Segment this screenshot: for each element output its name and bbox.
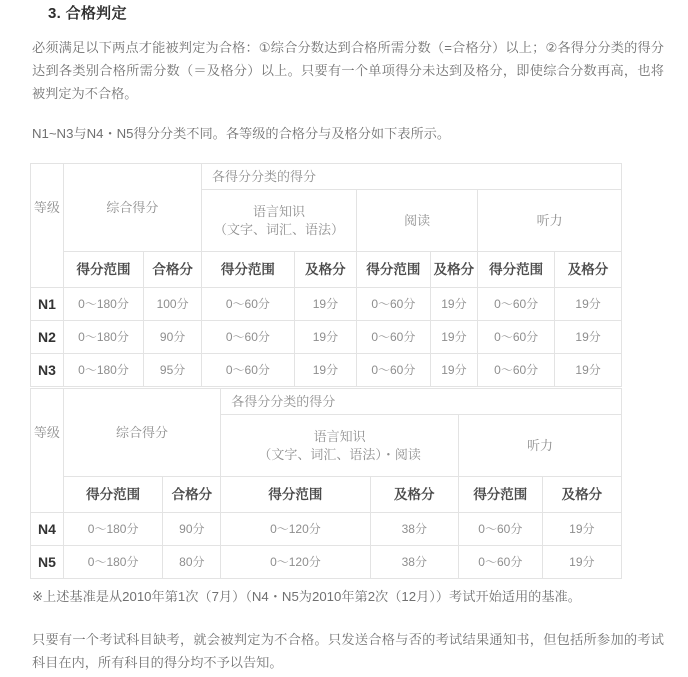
cell-reading-range: 0～60分 bbox=[357, 354, 431, 387]
subheader-lang-range: 得分范围 bbox=[201, 252, 294, 288]
header-language-reading-line1: 语言知识 bbox=[313, 428, 366, 444]
cell-overall-pass: 80分 bbox=[163, 546, 221, 579]
header-overall-score: 综合得分 bbox=[63, 389, 220, 477]
table-header-row-group bbox=[31, 164, 622, 190]
cell-langread-range: 0～120分 bbox=[221, 546, 370, 579]
cell-listening-range: 0～60分 bbox=[458, 546, 542, 579]
header-language-knowledge-line2: （文字、词汇、语法） bbox=[213, 221, 344, 237]
header-section-scores: 各得分分类的得分 bbox=[221, 389, 622, 415]
cell-langread-pass: 38分 bbox=[370, 513, 458, 546]
header-listening: 听力 bbox=[458, 415, 621, 477]
header-language-reading-line2: （文字、词汇、语法）・阅读 bbox=[258, 446, 421, 462]
cell-listening-range: 0～60分 bbox=[478, 321, 555, 354]
header-language-knowledge-line1: 语言知识 bbox=[252, 203, 305, 219]
cell-listening-range: 0～60分 bbox=[478, 354, 555, 387]
table-subheader-row bbox=[31, 252, 622, 288]
table-row bbox=[31, 546, 622, 579]
subheader-listening-range: 得分范围 bbox=[458, 477, 542, 513]
cell-lang-pass: 19分 bbox=[294, 321, 356, 354]
cell-lang-range: 0～60分 bbox=[201, 321, 294, 354]
cell-listening-pass: 19分 bbox=[542, 513, 621, 546]
cell-reading-pass: 19分 bbox=[430, 288, 478, 321]
subheader-overall-pass: 合格分 bbox=[144, 252, 202, 288]
cell-level: N3 bbox=[31, 354, 64, 387]
subheader-overall-pass: 合格分 bbox=[163, 477, 221, 513]
cell-level: N5 bbox=[31, 546, 64, 579]
cell-listening-pass: 19分 bbox=[542, 546, 621, 579]
table-n1-n3-pass-marks bbox=[30, 163, 622, 387]
cell-listening-pass: 19分 bbox=[555, 321, 622, 354]
table-subheader-row bbox=[31, 477, 622, 513]
cell-reading-range: 0～60分 bbox=[357, 321, 431, 354]
header-overall-score: 综合得分 bbox=[63, 164, 201, 252]
page-title: 3. 合格判定 bbox=[48, 5, 127, 22]
header-level: 等级 bbox=[31, 389, 64, 477]
header-section-scores: 各得分分类的得分 bbox=[201, 164, 621, 190]
cell-listening-pass: 19分 bbox=[555, 354, 622, 387]
subheader-listening-range: 得分范围 bbox=[478, 252, 555, 288]
subheader-reading-pass: 及格分 bbox=[430, 252, 478, 288]
cell-reading-pass: 19分 bbox=[430, 321, 478, 354]
cell-lang-range: 0～60分 bbox=[201, 288, 294, 321]
cell-overall-range: 0～180分 bbox=[63, 513, 163, 546]
subheader-level-spacer bbox=[31, 252, 64, 288]
cell-langread-range: 0～120分 bbox=[221, 513, 370, 546]
subheader-listening-pass: 及格分 bbox=[542, 477, 621, 513]
cell-level: N1 bbox=[31, 288, 64, 321]
table-row bbox=[31, 321, 622, 354]
table-row bbox=[31, 513, 622, 546]
cell-reading-range: 0～60分 bbox=[357, 288, 431, 321]
table-header-row-group bbox=[31, 389, 622, 415]
subheader-lang-pass: 及格分 bbox=[294, 252, 356, 288]
cell-overall-pass: 100分 bbox=[144, 288, 202, 321]
cell-listening-range: 0～60分 bbox=[458, 513, 542, 546]
header-level: 等级 bbox=[31, 164, 64, 252]
header-language-knowledge-reading bbox=[221, 415, 459, 477]
cell-level: N4 bbox=[31, 513, 64, 546]
header-reading: 阅读 bbox=[357, 190, 478, 252]
subheader-overall-range: 得分范围 bbox=[63, 252, 143, 288]
paragraph-absence-policy: 只要有一个考试科目缺考，就会被判定为不合格。只发送合格与否的考试结果通知书，但包括所参加的考试科目在内，所有科目的得分均不予以告知。 bbox=[32, 632, 664, 670]
subheader-reading-range: 得分范围 bbox=[357, 252, 431, 288]
cell-overall-range: 0～180分 bbox=[63, 354, 143, 387]
paragraph-pass-criteria: 必须满足以下两点才能被判定为合格：①综合分数达到合格所需分数（=合格分）以上；②各得分分类的得分达到各类别合格所需分数（＝及格分）以上。只要有一个单项得分未达到及格分，即使综合分数再高，也将被判定为不合格。 bbox=[32, 40, 664, 101]
cell-lang-range: 0～60分 bbox=[201, 354, 294, 387]
cell-lang-pass: 19分 bbox=[294, 354, 356, 387]
cell-overall-pass: 90分 bbox=[144, 321, 202, 354]
cell-overall-pass: 90分 bbox=[163, 513, 221, 546]
paragraph-level-grouping: N1~N3与N4・N5得分分类不同。各等级的合格分与及格分如下表所示。 bbox=[32, 126, 451, 141]
subheader-overall-range: 得分范围 bbox=[63, 477, 163, 513]
cell-langread-pass: 38分 bbox=[370, 546, 458, 579]
header-language-knowledge bbox=[201, 190, 356, 252]
cell-overall-range: 0～180分 bbox=[63, 546, 163, 579]
cell-overall-range: 0～180分 bbox=[63, 288, 143, 321]
header-listening: 听力 bbox=[478, 190, 622, 252]
table-n4-n5-pass-marks bbox=[30, 388, 622, 579]
cell-reading-pass: 19分 bbox=[430, 354, 478, 387]
subheader-listening-pass: 及格分 bbox=[555, 252, 622, 288]
table-row bbox=[31, 354, 622, 387]
cell-overall-pass: 95分 bbox=[144, 354, 202, 387]
cell-overall-range: 0～180分 bbox=[63, 321, 143, 354]
paragraph-standard-effective-date: ※上述基准是从2010年第1次（7月）（N4・N5为2010年第2次（12月））考试开始适用的基准。 bbox=[32, 589, 581, 604]
cell-listening-pass: 19分 bbox=[555, 288, 622, 321]
cell-listening-range: 0～60分 bbox=[478, 288, 555, 321]
cell-level: N2 bbox=[31, 321, 64, 354]
subheader-langread-range: 得分范围 bbox=[221, 477, 370, 513]
table-row bbox=[31, 288, 622, 321]
cell-lang-pass: 19分 bbox=[294, 288, 356, 321]
subheader-langread-pass: 及格分 bbox=[370, 477, 458, 513]
subheader-level-spacer bbox=[31, 477, 64, 513]
